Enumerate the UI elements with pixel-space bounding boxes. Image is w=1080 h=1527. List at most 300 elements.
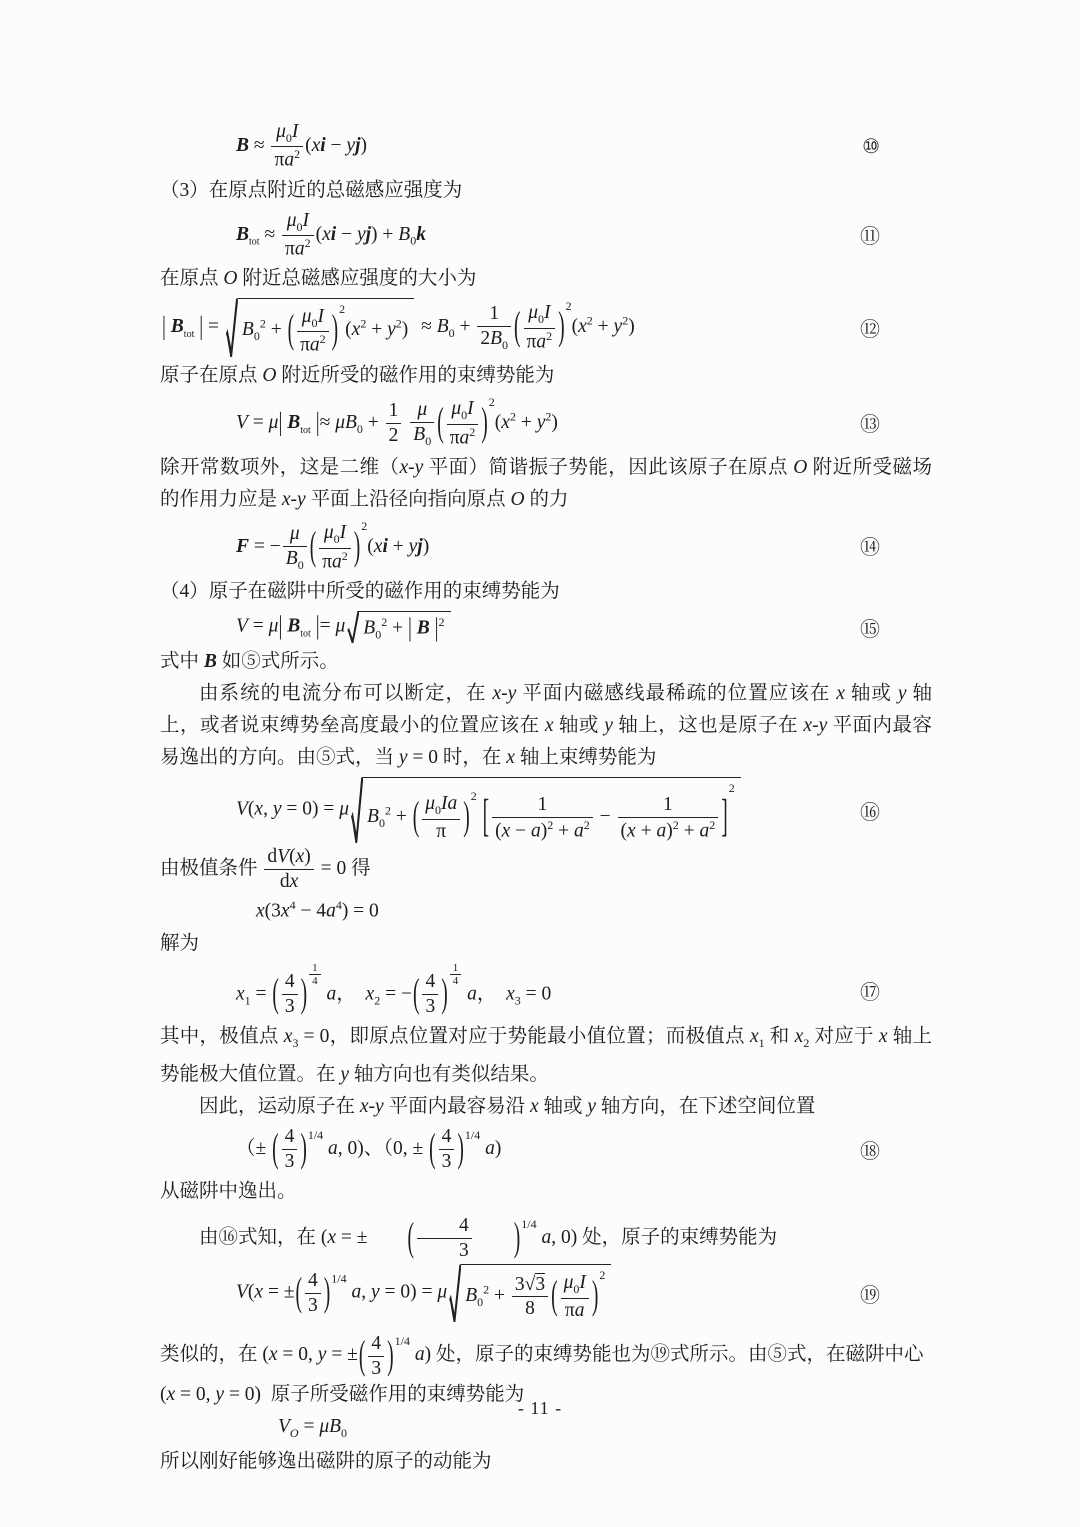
equation-tag-18: ⑱ [860,1138,880,1163]
math-fragment [283,547,307,572]
math-fragment: V [236,1281,248,1303]
math-fragment: Ia [441,793,458,815]
math-fragment [297,306,329,357]
math-fragment: V [236,615,248,637]
math-fragment [282,1126,298,1173]
math-fragment: B [398,223,411,245]
math-fragment: | [162,312,166,342]
math-fragment [236,223,249,244]
page-number: - 11 - [517,1398,563,1418]
math-fragment: 4 [417,1215,472,1239]
math-fragment: 2 [259,316,266,331]
math-fragment: 3 [535,1273,546,1295]
equation-row-15 [160,611,932,643]
math-fragment: x [359,1095,369,1117]
math-fragment: $2B_0$ [480,328,509,352]
math-fragment: [ [482,793,490,843]
math-fragment: 2 [304,235,311,250]
math-fragment: y [587,1095,597,1117]
math-fragment: x [836,683,845,705]
math-fragment: I [579,1272,586,1294]
math-fragment: 4 [282,1126,298,1150]
math-fragment [512,1274,548,1321]
math-fragment: I [317,305,325,327]
math-fragment: ) [300,973,308,1017]
math-fragment: 2 [547,817,554,832]
paragraph-solution-label: 解为 [160,932,200,954]
math-fragment: ( [514,306,521,350]
math-fragment: ( [437,402,444,446]
math-fragment: j [365,223,372,245]
math-fragment: $(x - a)^2 + a^2$ [495,817,590,842]
math-fragment: x [268,1344,278,1366]
math-fragment: I [339,522,347,544]
math-fragment: ) [300,1127,307,1171]
math-fragment [410,399,434,423]
math-fragment: 2 [388,425,399,447]
math-fragment [447,398,479,424]
math-fragment: μ [301,305,312,327]
math-fragment: 1 [309,963,321,976]
math-fragment: 0 [502,337,509,352]
math-fragment: ) [513,1216,521,1260]
math-fragment: I [467,398,474,420]
math-fragment: 0 [435,803,441,818]
math-fragment: 1 [244,992,251,1007]
math-fragment [382,536,387,557]
math-fragment: a [531,820,541,842]
math-fragment: 1/4 [331,1271,347,1286]
equation-tag-16: ⑯ [860,799,880,824]
math-fragment [561,1272,589,1298]
math-fragment: B [363,617,376,639]
math-fragment: 0 [573,1282,580,1297]
math-fragment: a [326,983,337,1005]
math-fragment: $\pi a^2$ [322,548,348,573]
math-fragment: 4 [289,898,296,913]
math-fragment: $\pi a^2$ [526,328,553,353]
math-fragment: 2 [360,316,367,331]
math-fragment: a [332,551,342,573]
math-fragment: 1 [450,963,462,976]
math-fragment: I [291,121,299,142]
math-fragment: B [170,316,184,338]
math-fragment: y [371,1281,380,1303]
math-fragment [171,316,184,337]
math-fragment: x [749,1025,759,1047]
math-fragment [410,399,434,448]
math-fragment: 0 [356,422,363,437]
math-fragment: a [541,1226,552,1248]
math-fragment: 4 [305,1270,321,1294]
math-fragment: a [326,900,336,922]
math-fragment: ) [323,1271,331,1315]
math-fragment: x [506,983,515,1005]
math-fragment: 2 [339,302,346,317]
equation-tag-11: ⑪ [860,224,880,249]
math-fragment: 3 [458,1239,469,1261]
math-fragment: x [322,223,331,245]
math-fragment: tot [300,628,311,640]
equation-row-18 [160,1126,932,1173]
math-fragment: 4 [439,1126,455,1150]
math-fragment: x [803,715,813,737]
math-fragment: a [699,820,710,842]
math-fragment: 3 [514,992,521,1007]
math-fragment [450,963,462,988]
math-fragment: ) [481,402,488,446]
math-fragment: ( [412,973,420,1017]
math-fragment: 2 [803,1035,810,1050]
math-fragment: μB [335,412,357,434]
math-fragment: 1/4 [464,1127,481,1142]
math-fragment: 0 [448,326,455,341]
math-fragment: $B_0^2$ + $\frac{3√3}{8}$ ( $\frac{\mu_0I}{\pi a}$ )$^2$ [461,1264,611,1322]
math-fragment [449,1264,461,1322]
math-fragment: 2 [545,409,552,424]
math-fragment: y [408,536,418,558]
math-fragment: I [302,209,309,231]
math-fragment: 2 [319,331,326,346]
math-fragment: ( [309,526,317,570]
math-fragment [236,536,249,557]
math-fragment: 2 [395,316,402,331]
math-fragment [422,793,460,819]
math-fragment: 4 [312,975,318,988]
math-fragment: x [529,1095,539,1117]
math-fragment [417,1215,472,1262]
paragraph-escape-trap: 从磁阱中逸出。 [160,1180,297,1202]
math-fragment: 1 [758,1035,765,1050]
math-fragment: O [223,268,238,290]
math-fragment: | [407,614,412,643]
formula-12: | $B_{tot}$ | = $B_0^2$ + ( $\frac{\mu_0I}{\pi a^2}$ )$^2(x^2 + y^2)$ ≈ $B_0$ + $\frac{1}{2B_0}$ ( $\frac{\mu_0I}{\pi a^2}$ )$^2(x^2 + y^2)$ [162,299,635,356]
math-fragment: B [465,1285,478,1307]
math-fragment: k [416,223,426,245]
math-fragment: 3 [292,1035,299,1050]
math-fragment [282,971,298,1018]
math-fragment: ] [721,793,728,843]
math-fragment: O [793,457,808,479]
math-fragment: 0 [285,130,292,145]
math-fragment: y [297,489,306,511]
equation-row-17 [160,963,932,1018]
math-fragment: 3 [284,1150,295,1172]
math-fragment: B [367,806,379,828]
math-fragment: 1/4 [394,1334,410,1349]
paragraph-section4-heading: （4）原子在磁阱中所受的磁作用的束缚势能为 [160,580,560,602]
formula-16: V(x, y = 0) = μ $B_0^2$ + ( $\frac{\mu_0Ia}{\pi}$ )$^2$ [ $\frac{1}{(x - a)^2 + a^2}$ − $\frac{1}{(x + a)^2 + a^2}$ ]$^2$ [236,777,743,843]
math-fragment: 2 [438,614,445,629]
math-fragment: 2 [294,147,301,162]
math-fragment: a [536,331,547,353]
math-fragment: 0 [425,433,432,448]
math-fragment: a [574,820,584,842]
math-fragment: x [236,983,245,1005]
math-fragment [264,846,313,893]
formula-13: V = μ| $B_{tot}$ |≈ $\mu B_0$ + $\frac{1}{2}$ $\frac{\mu}{B_0}$ ( $\frac{\mu_0I}{\pi a^2}$ )$^2(x^2 + y^2)$ [236,395,558,449]
formula-17: $x_1$ = ( $\frac{4}{3}$ ) $\frac{1}{4}$ a， $x_2$ = −( $\frac{4}{3}$ ) $\frac{1}{4}$ a， $x_3 = 0$ [236,961,552,1018]
math-fragment: 1 [477,303,511,327]
math-fragment: 1 [492,794,593,818]
paragraph-similar-case: 类似的，在 (x = 0, y = ±( $\frac{4}{3}$ )$^{1/4}$ a) 处，原子的束缚势能也为⑲式所示。由⑤式，在磁阱中心 [160,1332,924,1379]
math-fragment: μ [425,793,435,815]
math-fragment: tot [249,236,260,248]
math-fragment: μ [563,1272,574,1294]
math-fragment: ) [463,796,470,840]
math-fragment: x [501,412,510,434]
math-fragment: $\pi a^2$ [285,235,311,260]
paragraph-b-as-eq5: 式中 B 如⑤式所示。 [160,651,339,673]
math-fragment: O [510,489,525,511]
math-fragment: | [278,612,283,641]
math-fragment: x [280,900,290,922]
math-fragment: μ [268,412,279,434]
math-fragment: μ [451,398,462,420]
formula-cubic: $x(3x^4 - 4a^4) = 0$ [256,898,379,922]
math-fragment: 2 [488,395,495,410]
paragraph-near-origin: 在原点 O 附近总磁感应强度的大小为 [160,268,477,290]
math-fragment: B [490,328,503,349]
math-fragment: ( [272,1127,279,1171]
equation-tag-13: ⑬ [860,411,880,436]
math-fragment: π [436,820,447,842]
math-fragment: a [485,1137,495,1159]
math-fragment: 3 [371,1357,382,1379]
math-fragment [351,777,363,843]
math-fragment: ( [295,1271,303,1315]
math-fragment: 0 [477,1295,484,1310]
math-fragment: 2 [586,313,593,328]
math-fragment: a [414,1344,425,1366]
math-fragment: a [328,1137,338,1159]
math-fragment: 3 [284,996,295,1018]
math-fragment [417,536,422,557]
math-fragment: μ [437,1281,448,1303]
math-fragment [271,121,303,172]
equation-row-16 [160,777,932,843]
math-fragment: a [351,1281,362,1303]
math-fragment [319,522,351,548]
math-fragment [524,302,556,328]
math-fragment [416,223,426,244]
math-fragment: √3 [524,1273,546,1295]
math-fragment: y [340,1063,350,1085]
math-fragment: i [320,134,326,156]
math-fragment: B [203,651,217,673]
math-fragment: ) [441,973,448,1017]
paragraph-therefore: 因此，运动原子在 x-y 平面内最容易沿 x 轴或 y 轴方向，在下述空间位置 [199,1095,816,1117]
page-content [160,118,932,1478]
equation-tag-14: ⑭ [860,535,880,560]
math-fragment: y [414,457,424,479]
math-fragment: 1/4 [307,1127,324,1142]
math-fragment [524,302,556,353]
math-fragment: a [574,1299,585,1321]
math-fragment: ( [407,1216,414,1260]
math-fragment: μ [289,522,300,544]
math-fragment: 0 [410,233,417,248]
math-fragment: tot [300,425,311,437]
math-fragment: x [166,1384,176,1406]
math-fragment: a [284,149,295,171]
math-fragment: B [236,134,250,156]
equation-row-10 [160,121,932,172]
math-fragment: dV(x) [264,846,313,870]
math-fragment: $\pi a^2$ [274,147,301,171]
math-fragment: 2 [381,614,388,629]
math-fragment [618,794,719,842]
math-fragment [305,1270,321,1317]
formula-19: V(x = ±( $\frac{4}{3}$ )$^{1/4}$ a, y = 0) = μ $B_0^2$ + $\frac{3√3}{8}$ ( $\frac{\mu_0I}{\pi a}$ )$^2$ [236,1264,613,1322]
math-fragment [290,1426,299,1440]
paragraph-atom-potential: 原子在原点 O 附近所受的磁作用的束缚势能为 [160,365,555,387]
math-fragment [319,522,351,573]
math-fragment [492,794,593,842]
math-fragment: i [330,223,337,245]
math-fragment: ) [457,1127,464,1171]
math-fragment: x [544,715,554,737]
math-fragment: B [416,617,430,639]
math-fragment [226,298,414,357]
math-fragment: 2 [470,789,477,804]
math-fragment: a [294,238,305,260]
math-fragment: 1 [618,794,719,818]
math-fragment: y [818,715,828,737]
math-fragment: I [543,302,551,324]
math-fragment: 2 [728,781,735,796]
math-fragment: 2 [599,1268,606,1283]
paragraph-by-eq16: 由⑯式知，在 (x = ± ( $\frac{4}{3}$ )$^{1/4}$ a, 0) 处，原子的束缚势能为 [199,1214,778,1261]
math-fragment: y [387,319,396,341]
math-fragment [410,423,434,448]
math-fragment: 4 [282,971,298,995]
math-fragment: 2 [374,992,381,1007]
math-fragment: O [262,365,277,387]
equation-row-12 [160,298,932,357]
math-fragment: μ [323,522,334,544]
equation-row-14 [160,519,932,573]
equation-tag-12: ⑫ [860,317,880,342]
paragraph-current-distribution: 由系统的电流分布可以断定，在 x-y 平面内磁感线最稀疏的位置应该在 x 轴或 y 轴上，或者说束缚势垒高度最小的位置应该在 x 轴或 y 轴上，这也是原子在 x-y 平面内最容易逸出的方向。由⑤式，当 y = 0 时，在 x 轴上束缚势能为 [160,683,932,769]
math-fragment: y [507,683,517,705]
math-fragment: 3 [308,1294,318,1316]
math-fragment: 1 [386,400,402,424]
math-fragment: ( [272,973,279,1017]
math-fragment: y [346,134,356,156]
math-fragment: 4 [422,971,438,995]
math-fragment: x [878,1025,888,1047]
math-fragment: ( [412,796,420,840]
math-fragment: μ [528,302,538,324]
math-fragment [309,963,321,988]
math-fragment: 0 [537,312,544,327]
math-fragment [283,523,307,547]
paragraph-section3-heading: （3）在原点附近的总磁感应强度为 [160,179,463,201]
math-fragment [236,135,249,156]
math-fragment: i [382,536,388,558]
formula-10: B ≈ $\frac{\mu_0I}{\pi a^2}$ (xi − yj) [236,121,367,171]
formula-14: F = − $\frac{\mu}{B_0}$ ( $\frac{\mu_0I}{\pi a^2}$ )$^2$(xi + yj) [236,519,430,573]
math-fragment: y [536,412,546,434]
math-fragment [368,1333,384,1380]
math-fragment: μ [417,399,428,421]
math-fragment: 2 [361,519,368,534]
math-fragment: a [467,983,477,1005]
math-fragment [287,616,300,637]
math-fragment: ( [429,1127,436,1171]
math-fragment: ( [358,1334,366,1378]
math-fragment: B [287,615,301,637]
math-fragment: x [311,134,321,156]
math-fragment [297,306,329,332]
math-fragment [561,1272,589,1321]
math-fragment: $B_0^2$ + | B $|^2$ [359,611,450,643]
paragraph-kinetic-energy: 所以刚好能够逸出磁阱的原子的动能为 [160,1451,492,1473]
math-fragment [283,523,307,572]
math-fragment: x [501,820,511,842]
paragraph-extreme-points: 其中，极值点 $x_3 = 0$，即原点位置对应于势能最小值位置；而极值点 $x_1$ 和 $x_2$ 对应于 x 轴上势能极大值位置。在 y 轴方向也有类似结果。 [160,1025,932,1085]
math-fragment: x [295,846,305,868]
math-fragment: $\pi a^2$ [300,331,326,356]
equation-row-13 [160,395,932,449]
math-fragment: $(x + a)^2 + a^2$ [620,817,716,842]
math-fragment [366,223,371,244]
math-fragment [417,617,430,638]
math-fragment: x [281,489,291,511]
math-fragment: y [897,683,907,705]
math-fragment: x [351,319,361,341]
math-fragment: dx [279,871,299,893]
math-fragment: 1/4 [521,1216,537,1231]
math-fragment: y [398,747,408,769]
equation-tag-15: ⑮ [860,616,880,641]
math-fragment: 2 [469,424,476,439]
math-fragment: a [459,427,470,449]
math-fragment: | [278,408,283,438]
math-fragment: 2 [483,1282,490,1297]
math-fragment: x [254,1281,264,1303]
math-fragment: x [506,747,515,769]
math-fragment: x [399,457,409,479]
math-fragment: μ [339,798,350,820]
math-fragment: x [492,683,502,705]
math-fragment: 0 [333,532,340,547]
math-fragment: x [327,1226,337,1248]
math-fragment: a [309,334,320,356]
math-fragment [282,210,314,236]
math-fragment: 3 [425,996,436,1018]
math-fragment: μB [319,1416,342,1438]
math-fragment [351,777,741,843]
math-fragment [331,223,336,244]
math-fragment: πa [564,1299,585,1321]
math-fragment: | [434,614,439,643]
math-fragment [204,651,217,672]
math-fragment: $\pi a^2$ [449,424,476,449]
math-fragment: y [604,715,613,737]
math-fragment: B [241,319,254,341]
math-fragment: y [356,223,366,245]
math-fragment: tot [183,329,195,341]
equation-row-11 [160,210,932,261]
math-fragment: y [375,1095,384,1117]
math-fragment: B [287,412,301,434]
math-fragment [355,135,360,156]
math-fragment: 0 [341,1426,348,1441]
math-fragment: μ [286,209,297,231]
math-fragment: 0 [253,329,260,344]
